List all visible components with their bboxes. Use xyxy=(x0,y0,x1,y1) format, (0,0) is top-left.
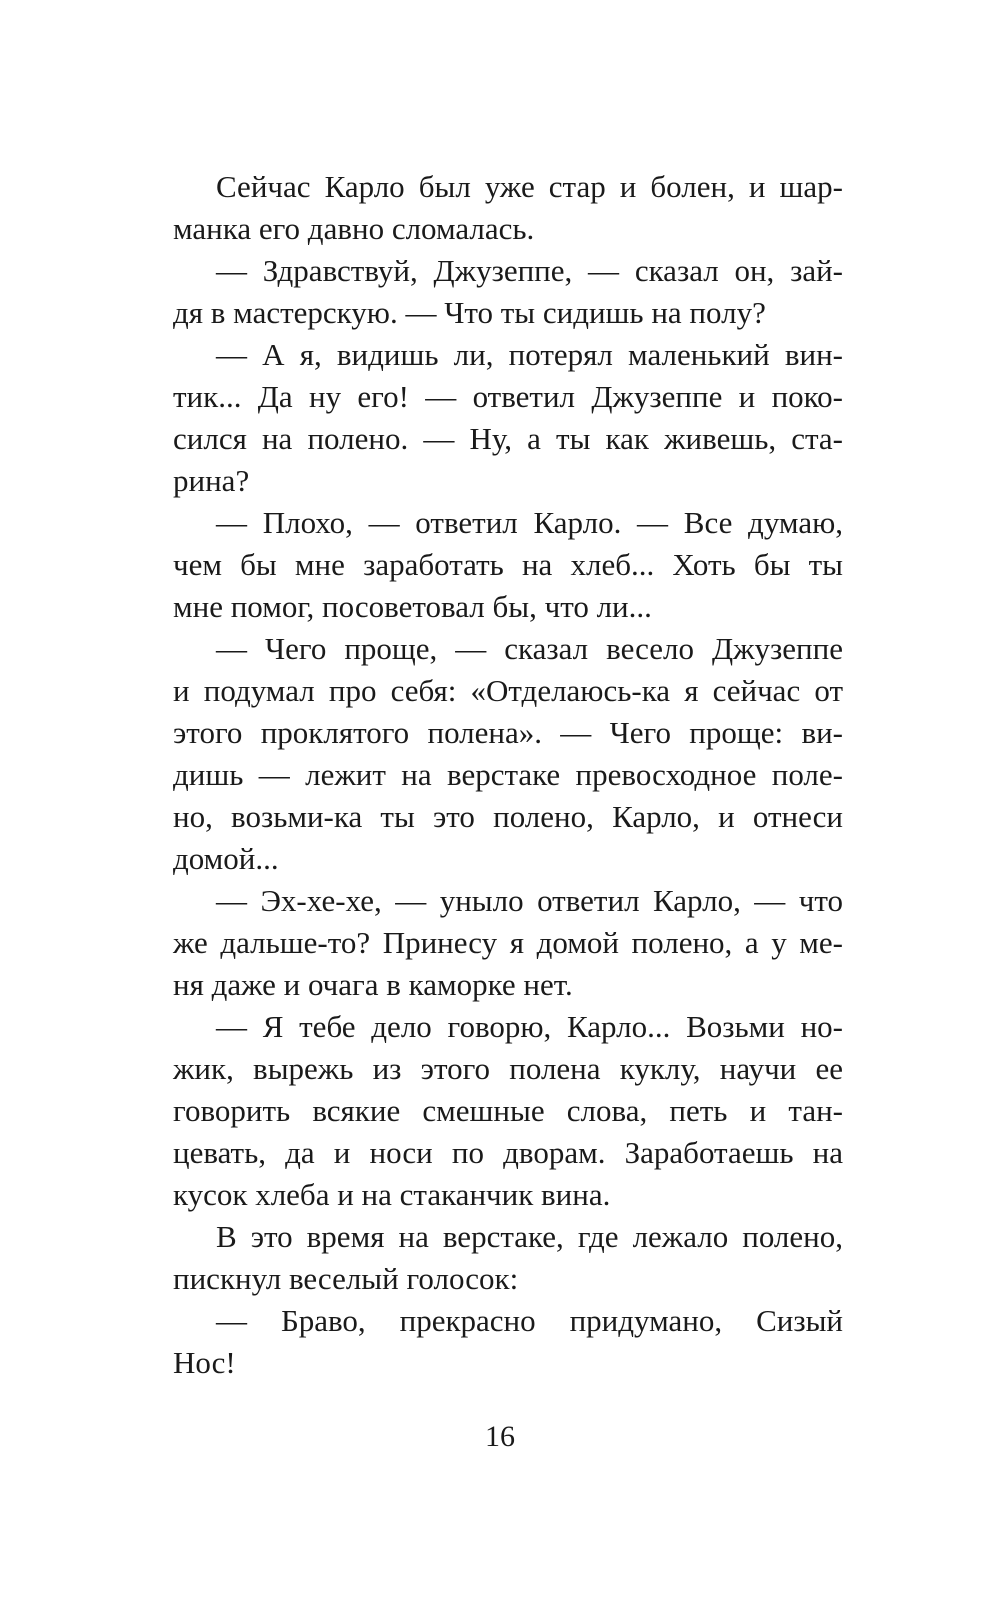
text-line: но, возьми-ка ты это полено, Карло, и отнеси xyxy=(173,799,843,834)
text-line: — Чего проще, — сказал весело Джузеппе xyxy=(216,631,843,666)
text-line: дишь — лежит на верстаке превосходное поле- xyxy=(173,757,843,792)
text-line: кусок хлеба и на стаканчик вина. xyxy=(173,1177,611,1212)
text-line: рина? xyxy=(173,463,250,498)
text-line: Нос! xyxy=(173,1345,236,1380)
text-line: цевать, да и носи по дворам. Заработаешь на xyxy=(173,1135,843,1170)
text-line: ня даже и очага в каморке нет. xyxy=(173,967,573,1002)
text-line: — Эх-хе-хе, — уныло ответил Карло, — что xyxy=(216,883,843,918)
text-line: дя в мастерскую. — Что ты сидишь на полу? xyxy=(173,295,766,330)
text-line: — А я, видишь ли, потерял маленький вин- xyxy=(216,337,843,372)
text-line: Сейчас Карло был уже стар и болен, и шар- xyxy=(216,169,843,204)
text-line: — Плохо, — ответил Карло. — Все думаю, xyxy=(216,505,843,540)
text-line: — Браво, прекрасно придумано, Сизый xyxy=(216,1303,843,1338)
text-line: мне помог, посоветовал бы, что ли... xyxy=(173,589,652,624)
text-line: манка его давно сломалась. xyxy=(173,211,535,246)
text-line: этого проклятого полена». — Чего проще: ви- xyxy=(173,715,843,750)
text-line: говорить всякие смешные слова, петь и тан- xyxy=(173,1093,843,1128)
text-line: сился на полено. — Ну, а ты как живешь, ста- xyxy=(173,421,843,456)
text-line: пискнул веселый голосок: xyxy=(173,1261,519,1296)
text-line: жик, вырежь из этого полена куклу, научи ее xyxy=(173,1051,843,1086)
text-line: В это время на верстаке, где лежало полено, xyxy=(216,1219,843,1254)
text-line: — Здравствуй, Джузеппе, — сказал он, зай- xyxy=(216,253,843,288)
text-line: домой... xyxy=(173,841,279,876)
text-line: тик... Да ну его! — ответил Джузеппе и поко- xyxy=(173,379,843,414)
text-line: же дальше-то? Принесу я домой полено, а у ме- xyxy=(173,925,843,960)
text-line: чем бы мне заработать на хлеб... Хоть бы ты xyxy=(173,547,843,582)
body-text xyxy=(173,166,843,1384)
page-number: 16 xyxy=(485,1420,515,1453)
text-line: и подумал про себя: «Отделаюсь-ка я сейчас от xyxy=(173,673,843,708)
text-line: — Я тебе дело говорю, Карло... Возьми но- xyxy=(216,1009,843,1044)
